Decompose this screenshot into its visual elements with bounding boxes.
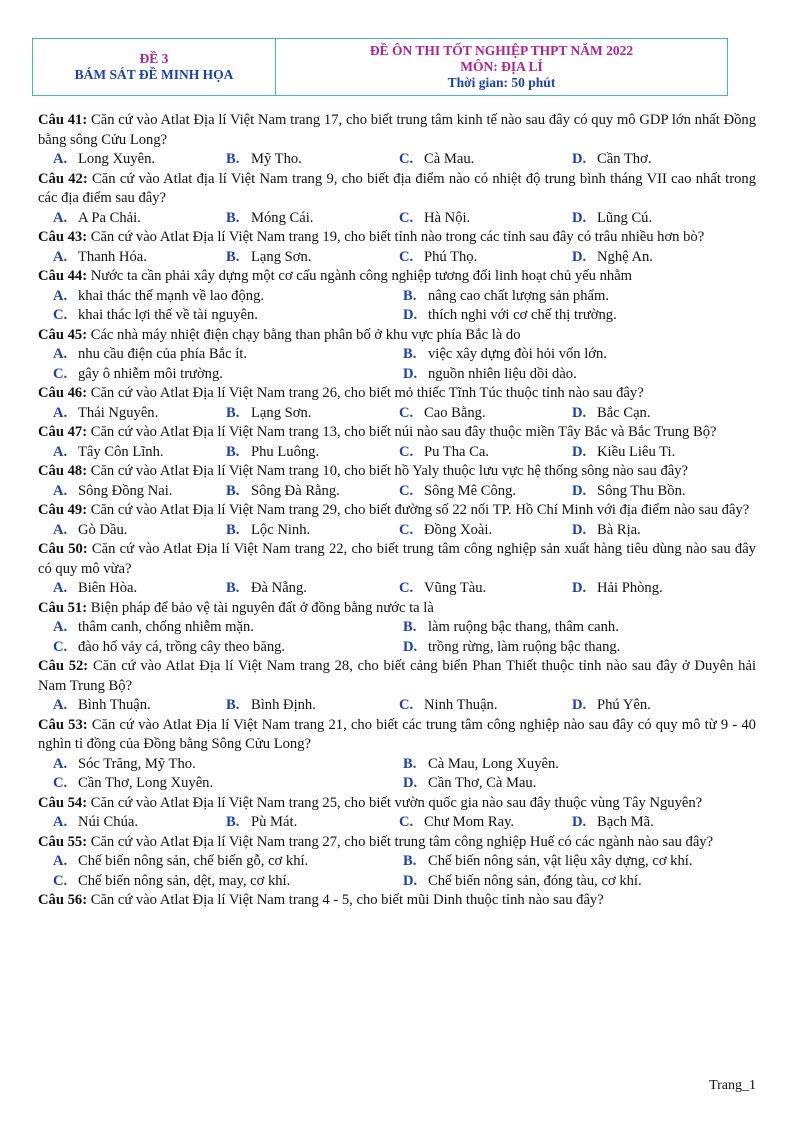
option-letter: A. xyxy=(53,404,68,421)
exam-header xyxy=(32,38,728,96)
option-text: Hà Nội. xyxy=(424,209,471,226)
answer-option xyxy=(53,209,226,228)
question xyxy=(38,423,756,462)
option-text: Sông Đà Rằng. xyxy=(251,482,340,499)
option-text: nhu cầu điện của phía Bắc ít. xyxy=(78,346,247,363)
answer-option xyxy=(572,813,654,832)
answer-option xyxy=(403,872,753,891)
question-stem xyxy=(38,111,756,150)
option-text: Tây Côn Lĩnh. xyxy=(78,443,164,460)
answer-option xyxy=(403,852,753,871)
answer-option xyxy=(403,638,753,657)
question-number: Câu 56: xyxy=(38,892,88,908)
question xyxy=(38,462,756,501)
answer-option xyxy=(403,287,753,306)
question-stem xyxy=(38,540,756,579)
option-letter: D. xyxy=(403,775,418,792)
option-letter: C. xyxy=(399,814,414,831)
answer-options xyxy=(38,579,756,598)
question-stem xyxy=(38,228,756,248)
option-text: Móng Cái. xyxy=(251,209,314,226)
question-text: Các nhà máy nhiệt điện chạy bằng than phân bố ở khu vực phía Bắc là do xyxy=(90,326,521,343)
question-number: Câu 53: xyxy=(38,716,88,733)
answer-options xyxy=(38,755,756,794)
answer-option xyxy=(53,521,226,540)
answer-option xyxy=(403,774,753,793)
option-text: khai thác thế mạnh về lao động. xyxy=(78,287,265,304)
answer-option xyxy=(53,482,226,501)
option-letter: D. xyxy=(572,482,587,499)
question-stem xyxy=(38,501,756,521)
answer-option xyxy=(399,248,572,267)
header-right-cell xyxy=(276,39,727,95)
question-number: Câu 54: xyxy=(38,794,88,811)
option-letter: A. xyxy=(53,853,68,870)
question-stem xyxy=(38,384,756,404)
question-number: Câu 49: xyxy=(38,502,88,518)
answer-option xyxy=(53,306,403,325)
option-letter: D. xyxy=(572,443,587,460)
option-text: trồng rừng, làm ruộng bậc thang. xyxy=(428,638,621,655)
exam-subject: MÔN: ĐỊA LÍ xyxy=(460,59,543,74)
option-letter: C. xyxy=(399,697,414,714)
question-number: Câu 45: xyxy=(38,326,88,343)
question-stem xyxy=(38,423,756,443)
question-number: Câu 55: xyxy=(38,833,88,850)
option-letter: B. xyxy=(226,697,240,714)
option-text: Kiều Liêu Ti. xyxy=(597,443,676,460)
answer-option xyxy=(53,404,226,423)
question-stem xyxy=(38,657,756,696)
option-text: Chế biến nông sản, dệt, may, cơ khí. xyxy=(78,872,291,889)
option-text: thích nghi với cơ chế thị trường. xyxy=(428,307,617,324)
option-text: Pu Tha Ca. xyxy=(424,443,489,460)
option-letter: A. xyxy=(53,443,68,460)
option-text: Phú Thọ. xyxy=(424,248,478,265)
answer-option xyxy=(403,755,753,774)
question-text: Căn cứ vào Atlat Địa lí Việt Nam trang 10, cho biết hồ Yaly thuộc lưu vực hệ thống sông nào sau đây? xyxy=(90,463,689,479)
answer-options xyxy=(38,150,756,169)
option-text: Sóc Trăng, Mỹ Tho. xyxy=(78,755,196,772)
answer-option xyxy=(53,755,403,774)
option-letter: D. xyxy=(572,814,587,831)
option-letter: A. xyxy=(53,697,68,714)
question-text: Căn cứ vào Atlat Địa lí Việt Nam trang 4 - 5, cho biết mũi Dinh thuộc tỉnh nào sau đây? xyxy=(90,892,604,908)
answer-option xyxy=(572,404,651,423)
option-letter: C. xyxy=(399,521,414,538)
option-letter: D. xyxy=(572,521,587,538)
option-letter: C. xyxy=(399,151,414,168)
option-text: Cần Thơ. xyxy=(597,151,652,168)
option-letter: C. xyxy=(53,775,68,792)
answer-option xyxy=(226,150,399,169)
question xyxy=(38,384,756,423)
option-letter: C. xyxy=(399,482,414,499)
option-text: Lạng Sơn. xyxy=(251,248,312,265)
option-text: Cà Mau. xyxy=(424,151,475,168)
option-letter: B. xyxy=(226,521,240,538)
answer-option xyxy=(53,150,226,169)
option-text: Gò Dầu. xyxy=(78,521,128,538)
option-text: đào hố vảy cá, trồng cây theo băng. xyxy=(78,638,286,655)
option-letter: D. xyxy=(572,248,587,265)
option-text: Đà Nẵng. xyxy=(251,580,307,597)
option-text: Phu Luông. xyxy=(251,443,320,460)
answer-options xyxy=(38,209,756,228)
exam-page xyxy=(38,38,756,911)
answer-option xyxy=(53,774,403,793)
question-text: Căn cứ vào Atlat Địa lí Việt Nam trang 29, cho biết đường số 22 nối TP. Hồ Chí Minh với địa điểm nào sau đây? xyxy=(90,502,750,518)
question-text: Căn cứ vào Atlat địa lí Việt Nam trang 9, cho biết địa điểm nào có nhiệt độ trung bình tháng VII cao nhất trong các địa điểm sau đây? xyxy=(38,170,756,207)
exam-code: ĐỀ 3 xyxy=(139,51,169,66)
answer-option xyxy=(226,579,399,598)
option-text: Chế biến nông sản, vật liệu xây dựng, cơ khí. xyxy=(428,853,693,870)
question-text: Căn cứ vào Atlat Địa lí Việt Nam trang 26, cho biết mỏ thiếc Tĩnh Túc thuộc tỉnh nào sau đây? xyxy=(90,385,644,401)
question-text: Biện pháp để bảo vệ tài nguyên đất ở đồng bằng nước ta là xyxy=(90,599,434,616)
question xyxy=(38,228,756,267)
option-text: làm ruộng bậc thang, thâm canh. xyxy=(428,619,619,636)
answer-option xyxy=(226,482,399,501)
question xyxy=(38,267,756,325)
option-text: Nghệ An. xyxy=(597,248,653,265)
option-letter: C. xyxy=(53,307,68,324)
option-text: Thanh Hóa. xyxy=(78,248,147,265)
option-text: thâm canh, chống nhiễm mặn. xyxy=(78,619,254,636)
option-text: Lộc Ninh. xyxy=(251,521,311,538)
exam-subtitle: BÁM SÁT ĐỀ MINH HỌA xyxy=(74,67,234,82)
answer-options xyxy=(38,404,756,423)
option-letter: D. xyxy=(403,872,418,889)
page-number: Trang_1 xyxy=(709,1078,756,1093)
question-text: Căn cứ vào Atlat Địa lí Việt Nam trang 21, cho biết các trung tâm công nghiệp nào sau đây có quy mô từ 9 - 40 nghìn tỉ đồng của Đồng bằng Sông Cửu Long? xyxy=(38,716,756,753)
question-number: Câu 52: xyxy=(38,658,89,674)
option-letter: B. xyxy=(226,482,240,499)
answer-option xyxy=(53,579,226,598)
question-stem xyxy=(38,267,756,287)
option-letter: D. xyxy=(572,404,587,421)
answer-option xyxy=(399,521,572,540)
question-number: Câu 47: xyxy=(38,424,88,440)
option-letter: A. xyxy=(53,209,68,226)
answer-options xyxy=(38,345,756,384)
option-letter: A. xyxy=(53,287,68,304)
option-letter: A. xyxy=(53,151,68,168)
option-text: Cần Thơ, Long Xuyên. xyxy=(78,775,214,792)
question-stem xyxy=(38,170,756,209)
answer-option xyxy=(53,872,403,891)
option-letter: D. xyxy=(403,365,418,382)
question-number: Câu 48: xyxy=(38,463,88,479)
option-letter: A. xyxy=(53,248,68,265)
option-letter: C. xyxy=(53,365,68,382)
question xyxy=(38,657,756,716)
answer-options xyxy=(38,852,756,891)
answer-option xyxy=(399,813,572,832)
option-letter: B. xyxy=(403,755,417,772)
answer-option xyxy=(53,345,403,364)
option-text: Pù Mát. xyxy=(251,814,298,831)
question-text: Căn cứ vào Atlat Địa lí Việt Nam trang 27, cho biết trung tâm công nghiệp Huế có các ngành nào sau đây? xyxy=(90,833,714,850)
answer-option xyxy=(399,209,572,228)
question-stem xyxy=(38,599,756,619)
option-text: khai thác lợi thế về tài nguyên. xyxy=(78,307,258,324)
answer-option xyxy=(403,345,753,364)
option-letter: A. xyxy=(53,619,68,636)
option-text: Chế biến nông sản, đóng tàu, cơ khí. xyxy=(428,872,642,889)
option-text: Bắc Cạn. xyxy=(597,404,651,421)
answer-option xyxy=(572,696,651,715)
answer-options xyxy=(38,813,756,832)
question xyxy=(38,111,756,170)
option-text: Lũng Cú. xyxy=(597,209,653,226)
option-letter: C. xyxy=(399,209,414,226)
option-text: Ninh Thuận. xyxy=(424,697,498,714)
question-text: Căn cứ vào Atlat Địa lí Việt Nam trang 19, cho biết tỉnh nào trong các tỉnh sau đây có trâu nhiều hơn bò? xyxy=(90,229,705,246)
answer-option xyxy=(226,209,399,228)
question-stem xyxy=(38,462,756,482)
option-letter: B. xyxy=(403,619,417,636)
option-letter: C. xyxy=(399,404,414,421)
exam-duration: Thời gian: 50 phút xyxy=(447,75,556,90)
answer-option xyxy=(53,638,403,657)
option-letter: D. xyxy=(403,307,418,324)
answer-option xyxy=(403,618,753,637)
answer-option xyxy=(572,579,663,598)
option-letter: A. xyxy=(53,521,68,538)
question-number: Câu 41: xyxy=(38,112,88,128)
option-text: Núi Chúa. xyxy=(78,814,138,831)
option-text: Đồng Xoài. xyxy=(424,521,493,538)
question-stem xyxy=(38,794,756,814)
header-left-cell xyxy=(33,39,276,95)
option-text: Bình Định. xyxy=(251,697,316,714)
question-stem xyxy=(38,833,756,853)
question xyxy=(38,326,756,384)
question xyxy=(38,833,756,891)
answer-option xyxy=(572,482,686,501)
option-text: Cà Mau, Long Xuyên. xyxy=(428,755,559,772)
option-letter: D. xyxy=(572,697,587,714)
answer-option xyxy=(572,443,675,462)
question-text: Căn cứ vào Atlat Địa lí Việt Nam trang 22, cho biết trung tâm công nghiệp sản xuất hàng tiêu dùng nào sau đây có quy mô vừa? xyxy=(38,541,756,577)
option-text: Bình Thuận. xyxy=(78,697,151,714)
answer-options xyxy=(38,618,756,657)
answer-option xyxy=(226,443,399,462)
answer-option xyxy=(53,813,226,832)
question-text: Căn cứ vào Atlat Địa lí Việt Nam trang 28, cho biết cảng biển Phan Thiết thuộc tỉnh nào sau đây ở Duyên hải Nam Trung Bộ? xyxy=(38,658,756,694)
question-number: Câu 42: xyxy=(38,170,88,187)
question-text: Nước ta cần phải xây dựng một cơ cấu ngành công nghiệp tương đối linh hoạt chủ yếu nhằm xyxy=(90,268,633,285)
option-text: Thái Nguyên. xyxy=(78,404,159,421)
answer-option xyxy=(399,443,572,462)
answer-option xyxy=(399,150,572,169)
option-text: Sông Đồng Nai. xyxy=(78,482,173,499)
question xyxy=(38,501,756,540)
question xyxy=(38,599,756,657)
answer-options xyxy=(38,521,756,540)
answer-option xyxy=(53,443,226,462)
option-letter: B. xyxy=(226,443,240,460)
option-letter: D. xyxy=(403,638,418,655)
option-letter: B. xyxy=(226,580,240,597)
option-text: Bà Rịa. xyxy=(597,521,641,538)
option-text: Chư Mom Ray. xyxy=(424,814,515,831)
option-text: Cần Thơ, Cà Mau. xyxy=(428,775,537,792)
question-number: Câu 46: xyxy=(38,385,88,401)
option-letter: B. xyxy=(226,209,240,226)
question-text: Căn cứ vào Atlat Địa lí Việt Nam trang 25, cho biết vườn quốc gia nào sau đây thuộc vùng Tây Nguyên? xyxy=(90,794,703,811)
answer-option xyxy=(53,365,403,384)
answer-option xyxy=(53,618,403,637)
option-letter: A. xyxy=(53,482,68,499)
option-letter: C. xyxy=(53,872,68,889)
answer-option xyxy=(399,404,572,423)
option-letter: C. xyxy=(399,580,414,597)
option-text: Lạng Sơn. xyxy=(251,404,312,421)
answer-option xyxy=(572,521,641,540)
question xyxy=(38,540,756,599)
option-text: Sông Thu Bồn. xyxy=(597,482,686,499)
question xyxy=(38,170,756,229)
answer-options xyxy=(38,696,756,715)
answer-option xyxy=(572,150,651,169)
option-text: nguồn nhiên liệu dồi dào. xyxy=(428,365,577,382)
option-letter: B. xyxy=(226,151,240,168)
answer-option xyxy=(226,813,399,832)
question-stem xyxy=(38,326,756,346)
answer-option xyxy=(399,579,572,598)
answer-option xyxy=(53,287,403,306)
option-letter: C. xyxy=(53,638,68,655)
answer-option xyxy=(53,852,403,871)
answer-options xyxy=(38,443,756,462)
answer-option xyxy=(403,365,753,384)
question xyxy=(38,891,756,911)
question-stem xyxy=(38,891,756,911)
answer-option xyxy=(226,696,399,715)
answer-options xyxy=(38,287,756,326)
answer-option xyxy=(53,248,226,267)
option-letter: D. xyxy=(572,151,587,168)
question-list xyxy=(38,111,756,911)
option-letter: C. xyxy=(399,443,414,460)
answer-option xyxy=(399,696,572,715)
option-letter: A. xyxy=(53,580,68,597)
option-letter: A. xyxy=(53,755,68,772)
answer-option xyxy=(226,248,399,267)
option-letter: B. xyxy=(226,248,240,265)
option-text: Vũng Tàu. xyxy=(424,580,487,597)
option-letter: A. xyxy=(53,346,68,363)
exam-title: ĐỀ ÔN THI TỐT NGHIỆP THPT NĂM 2022 xyxy=(369,43,634,58)
option-text: Chế biến nông sản, chế biến gỗ, cơ khí. xyxy=(78,853,309,870)
answer-option xyxy=(53,696,226,715)
question-number: Câu 43: xyxy=(38,229,88,246)
option-letter: C. xyxy=(399,248,414,265)
option-text: Biên Hòa. xyxy=(78,580,138,597)
option-text: gây ô nhiễm môi trường. xyxy=(78,365,223,382)
option-text: Hải Phòng. xyxy=(597,580,663,597)
option-text: Long Xuyên. xyxy=(78,151,156,168)
option-letter: A. xyxy=(53,814,68,831)
answer-option xyxy=(572,248,653,267)
option-text: Cao Bằng. xyxy=(424,404,486,421)
question-text: Căn cứ vào Atlat Địa lí Việt Nam trang 17, cho biết trung tâm kinh tế nào sau đây có quy mô GDP lớn nhất Đồng bằng sông Cửu Long? xyxy=(38,112,757,148)
option-letter: B. xyxy=(403,346,417,363)
question xyxy=(38,716,756,794)
question-number: Câu 44: xyxy=(38,268,88,285)
option-text: việc xây dựng đòi hỏi vốn lớn. xyxy=(428,346,607,363)
question xyxy=(38,794,756,833)
answer-option xyxy=(226,521,399,540)
answer-options xyxy=(38,248,756,267)
option-text: Bạch Mã. xyxy=(597,814,654,831)
option-letter: D. xyxy=(572,580,587,597)
option-text: Mỹ Tho. xyxy=(251,151,302,168)
option-text: A Pa Chải. xyxy=(78,209,141,226)
question-text: Căn cứ vào Atlat Địa lí Việt Nam trang 13, cho biết núi nào sau đây thuộc miền Tây Bắc và Bắc Trung Bộ? xyxy=(90,424,717,440)
answer-option xyxy=(399,482,572,501)
answer-options xyxy=(38,482,756,501)
option-text: nâng cao chất lượng sản phẩm. xyxy=(428,287,609,304)
option-letter: B. xyxy=(226,404,240,421)
answer-option xyxy=(226,404,399,423)
question-number: Câu 50: xyxy=(38,541,88,557)
question-number: Câu 51: xyxy=(38,599,88,616)
option-letter: B. xyxy=(226,814,240,831)
option-letter: D. xyxy=(572,209,587,226)
question-stem xyxy=(38,716,756,755)
answer-option xyxy=(572,209,652,228)
option-text: Sông Mê Công. xyxy=(424,482,517,499)
option-text: Phú Yên. xyxy=(597,697,651,714)
answer-option xyxy=(403,306,753,325)
option-letter: B. xyxy=(403,287,417,304)
option-letter: B. xyxy=(403,853,417,870)
